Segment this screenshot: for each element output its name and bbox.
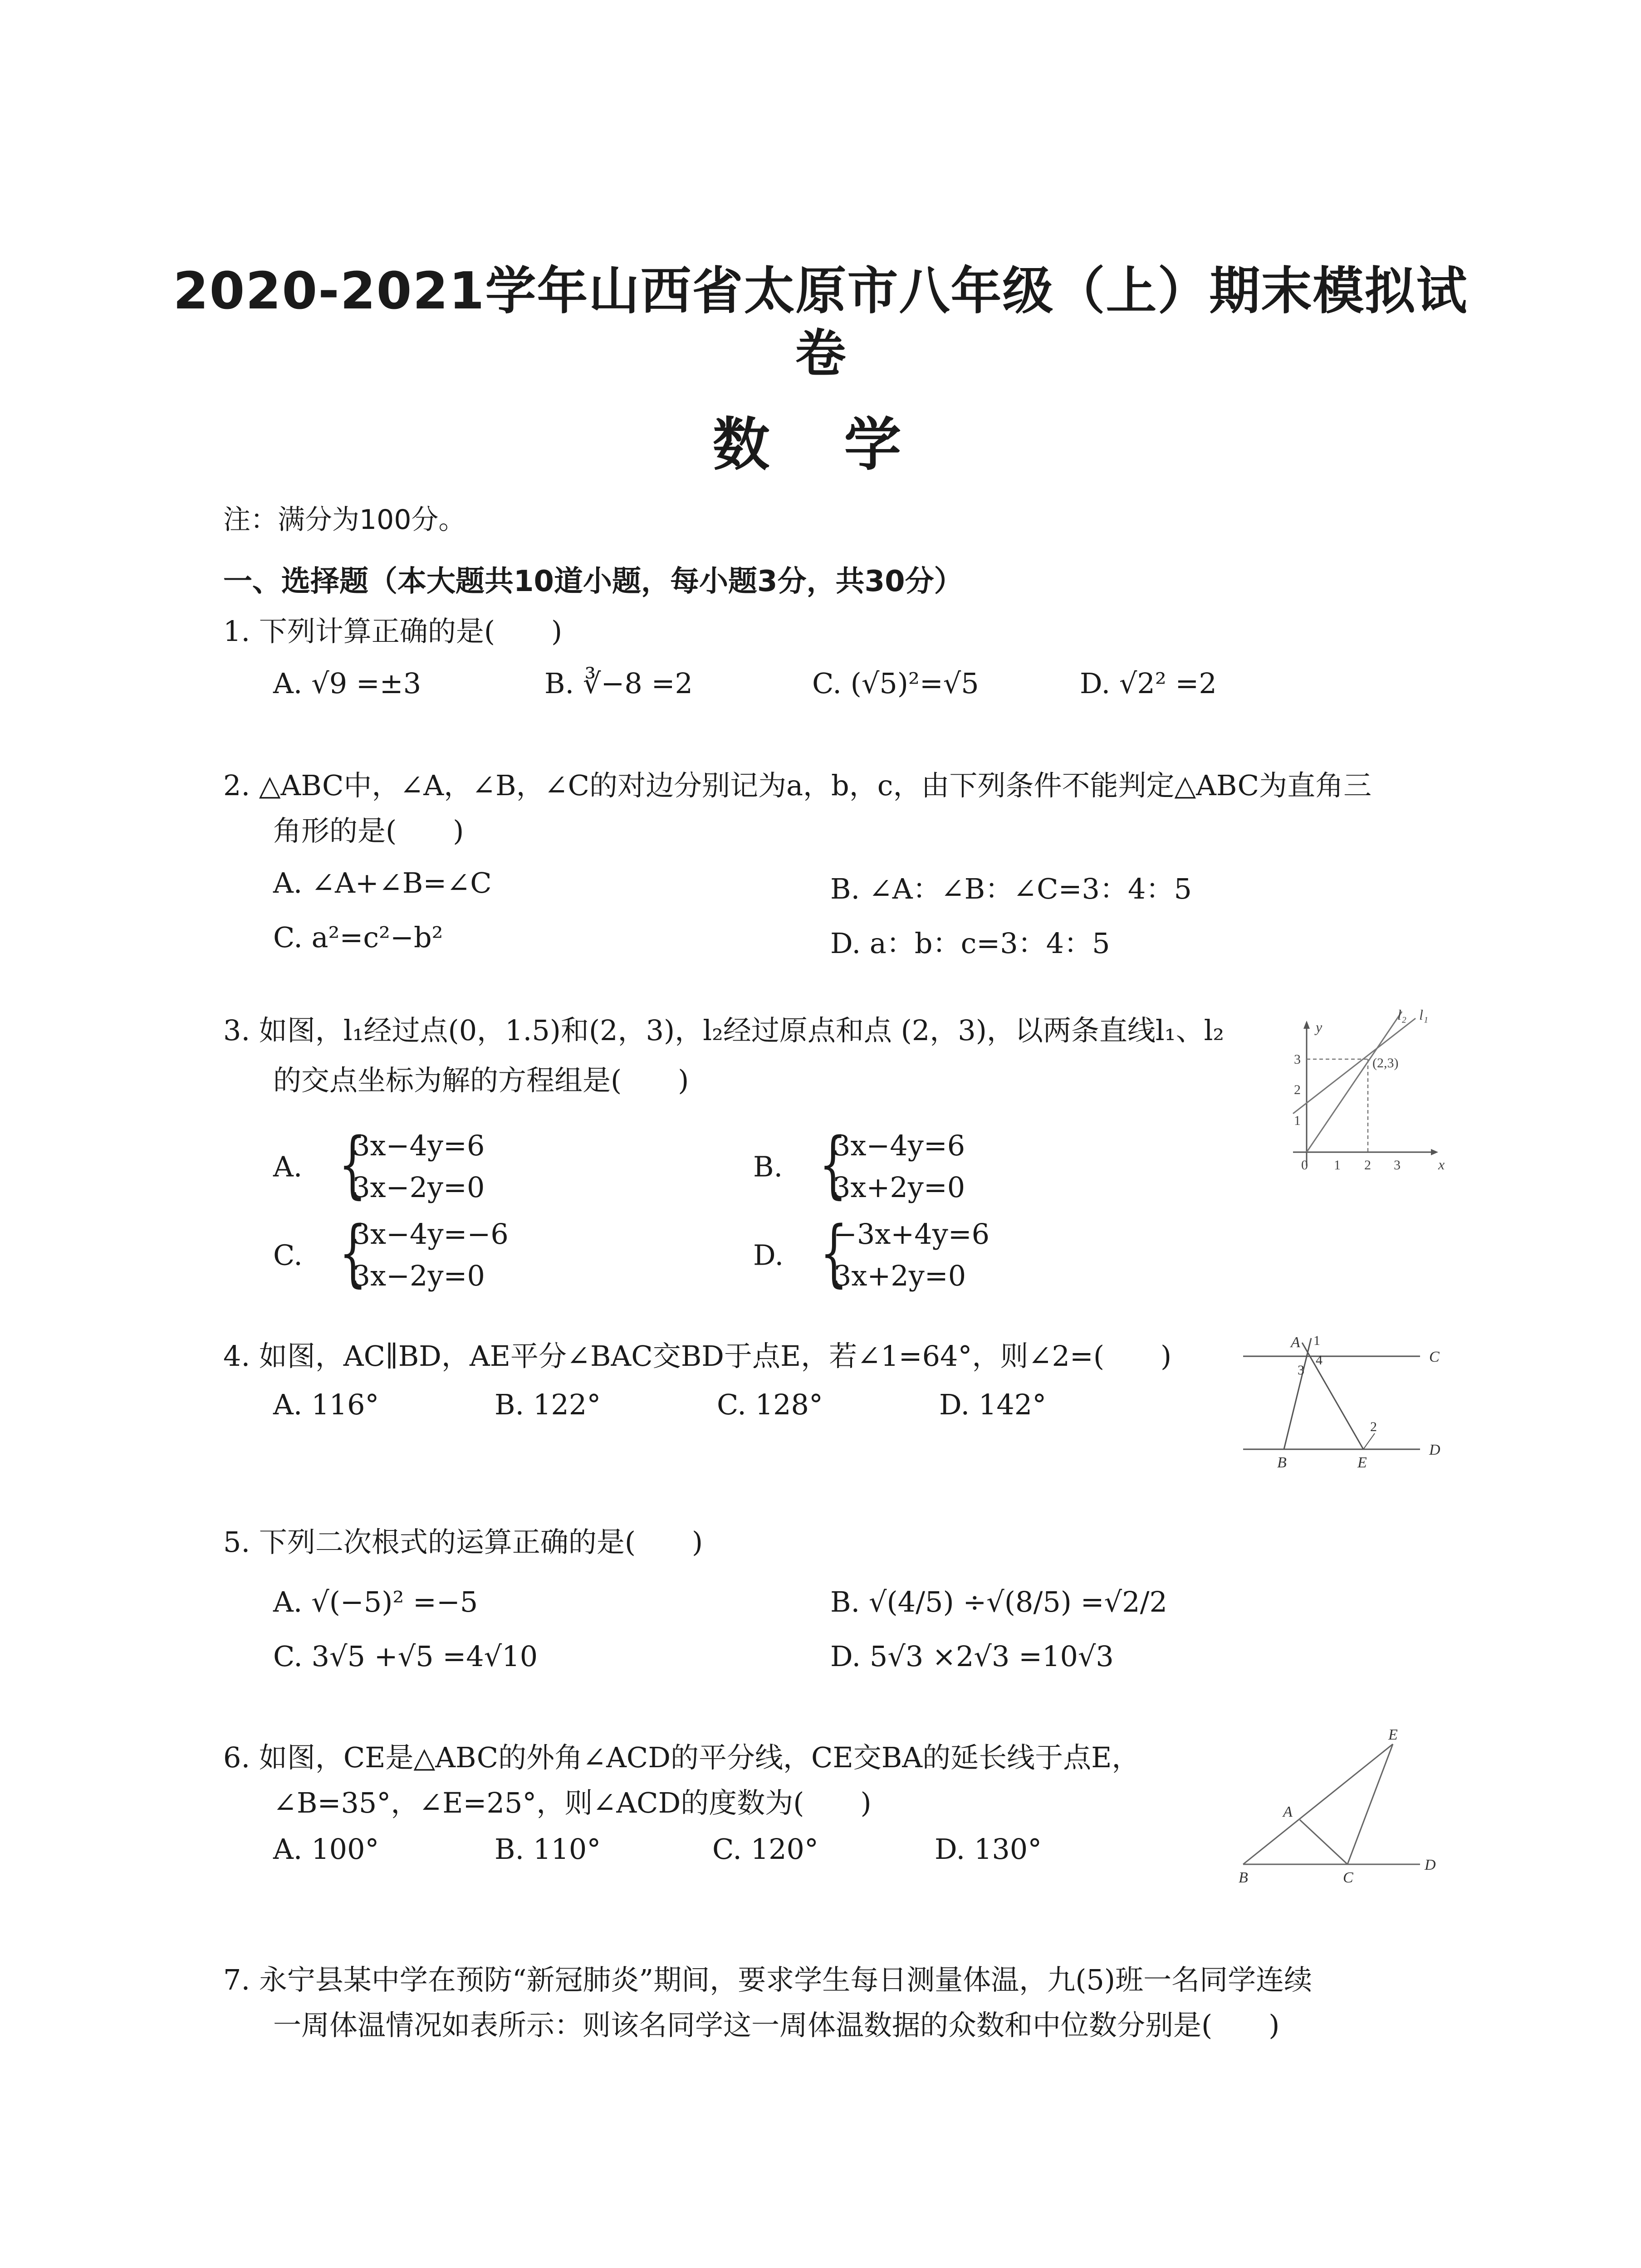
score-note: 注：满分为100分。 <box>223 504 466 536</box>
l2-label: l₂ <box>1397 1007 1407 1023</box>
l1-label: l₁ <box>1419 1007 1429 1023</box>
x-arrow-icon <box>1431 1149 1438 1155</box>
q3-line-graph-figure <box>1284 1007 1452 1175</box>
point-e: E <box>1357 1454 1367 1471</box>
q3-d-eq2: 3x+2y=0 <box>833 1259 966 1292</box>
q3-a-eq1: 3x−4y=6 <box>352 1129 485 1162</box>
q3-b-eq1: 3x−4y=6 <box>833 1129 965 1162</box>
q3-c-eq2: 3x−2y=0 <box>352 1259 485 1292</box>
brace-icon: { <box>819 1122 847 1207</box>
point-b: B <box>1239 1869 1248 1886</box>
angle-1: 1 <box>1313 1333 1320 1348</box>
q1-option-d: D. √2² =2 <box>1080 667 1217 700</box>
angle-2: 2 <box>1370 1419 1377 1434</box>
q4-stem: 4. 如图，AC∥BD，AE平分∠BAC交BD于点E，若∠1=64°，则∠2=( ) <box>223 1339 1172 1373</box>
q2-stem-line2: 角形的是( ) <box>273 814 464 847</box>
q3-option-d <box>753 1210 990 1297</box>
q3-b-eq2: 3x+2y=0 <box>833 1171 965 1204</box>
point-a: A <box>1291 1334 1300 1351</box>
y-tick-2: 2 <box>1294 1082 1301 1097</box>
y-tick-1: 1 <box>1294 1113 1301 1128</box>
q2-option-d: D. a：b：c=3：4：5 <box>830 927 1110 960</box>
brace-icon: { <box>339 1210 367 1295</box>
q5-option-b: B. √(4/5) ÷√(8/5) =√2/2 <box>830 1585 1167 1618</box>
segment-ab <box>1284 1338 1311 1449</box>
x-tick-1: 1 <box>1334 1158 1341 1173</box>
intersection-label: (2,3) <box>1372 1056 1399 1070</box>
doc-subject: 数 学 <box>712 411 929 478</box>
angle-4: 4 <box>1316 1353 1323 1368</box>
q3-c-eq1: 3x−4y=−6 <box>352 1217 509 1251</box>
q6-option-d: D. 130° <box>935 1833 1042 1866</box>
q6-option-b: B. 110° <box>495 1833 601 1866</box>
q3-option-a <box>273 1122 485 1208</box>
q3-option-d-system <box>811 1210 990 1297</box>
q3-stem-line1: 3. 如图，l₁经过点(0，1.5)和(2，3)，l₂经过原点和点 (2，3)，以两条直线l₁、l₂ <box>223 1014 1225 1047</box>
y-label: y <box>1316 1019 1323 1035</box>
point-e: E <box>1388 1726 1398 1743</box>
x-tick-3: 3 <box>1394 1158 1401 1173</box>
y-tick-3: 3 <box>1294 1052 1301 1067</box>
point-c: C <box>1343 1869 1353 1886</box>
q5-option-a: A. √(−5)² =−5 <box>273 1585 478 1618</box>
q3-a-eq2: 3x−2y=0 <box>352 1171 485 1204</box>
q5-option-d: D. 5√3 ×2√3 =10√3 <box>830 1640 1114 1673</box>
brace-icon: { <box>820 1210 848 1295</box>
angle2-mark <box>1363 1433 1375 1449</box>
q7-stem-line2: 一周体温情况如表所示：则该名同学这一周体温数据的众数和中位数分别是( ) <box>273 2009 1280 2042</box>
brace-icon: { <box>338 1122 367 1207</box>
q3-stem-line2: 的交点坐标为解的方程组是( ) <box>273 1064 689 1097</box>
q4-parallel-lines-figure <box>1234 1325 1452 1474</box>
q4-option-d: D. 142° <box>939 1388 1047 1421</box>
q3-option-b-system <box>810 1122 965 1208</box>
q6-stem-line1: 6. 如图，CE是△ABC的外角∠ACD的平分线，CE交BA的延长线于点E， <box>223 1741 1140 1774</box>
q5-option-c: C. 3√5 +√5 =4√10 <box>273 1640 538 1673</box>
q3-option-d-label: D. <box>753 1238 784 1272</box>
x-label: x <box>1438 1156 1445 1173</box>
q6-triangle-figure <box>1234 1724 1452 1892</box>
q1-option-a: A. √9 =±3 <box>273 667 421 700</box>
q5-stem: 5. 下列二次根式的运算正确的是( ) <box>223 1525 703 1559</box>
point-b: B <box>1277 1454 1287 1471</box>
q3-option-c-label: C. <box>273 1238 303 1272</box>
doc-title-line2: 卷 <box>795 324 846 383</box>
x-tick-2: 2 <box>1364 1158 1371 1173</box>
q2-stem-line1: 2. △ABC中，∠A，∠B，∠C的对边分别记为a，b，c，由下列条件不能判定△ABC为直角三 <box>223 769 1372 802</box>
q3-option-c <box>273 1210 509 1297</box>
point-a: A <box>1283 1804 1293 1820</box>
angle-3: 3 <box>1298 1363 1304 1378</box>
origin-label: 0 <box>1301 1158 1308 1173</box>
q3-option-a-label: A. <box>273 1150 303 1183</box>
doc-title-line1: 2020-2021学年山西省太原市八年级（上）期末模拟试 <box>173 262 1468 321</box>
q4-option-b: B. 122° <box>495 1388 601 1421</box>
q2-option-b: B. ∠A：∠B：∠C=3：4：5 <box>830 872 1192 905</box>
q6-option-a: A. 100° <box>273 1833 379 1866</box>
q4-option-c: C. 128° <box>717 1388 823 1421</box>
q1-option-b: B. ∛−8 =2 <box>544 667 693 700</box>
q3-option-c-system <box>330 1210 509 1297</box>
segment-ac <box>1300 1820 1347 1864</box>
q3-option-b-label: B. <box>753 1150 783 1183</box>
q4-option-a: A. 116° <box>273 1388 379 1421</box>
q2-option-c: C. a²=c²−b² <box>273 921 443 954</box>
q2-option-a: A. ∠A+∠B=∠C <box>273 866 492 899</box>
q3-option-a-system <box>329 1122 485 1208</box>
q1-option-c: C. (√5)²=√5 <box>812 667 979 700</box>
segment-ae <box>1302 1343 1363 1449</box>
q7-stem-line1: 7. 永宁县某中学在预防“新冠肺炎”期间，要求学生每日测量体温，九(5)班一名同学连续 <box>223 1963 1313 1996</box>
q6-option-c: C. 120° <box>712 1833 818 1866</box>
q3-d-eq1: −3x+4y=6 <box>833 1217 990 1251</box>
q1-stem: 1. 下列计算正确的是( ) <box>223 615 563 648</box>
point-d: D <box>1425 1857 1436 1873</box>
point-d: D <box>1429 1442 1440 1458</box>
point-c: C <box>1429 1349 1440 1365</box>
section-heading: 一、选择题（本大题共10道小题，每小题3分，共30分） <box>223 565 963 598</box>
y-arrow-icon <box>1303 1021 1310 1029</box>
q6-stem-line2: ∠B=35°，∠E=25°，则∠ACD的度数为( ) <box>273 1786 872 1819</box>
q3-option-b <box>753 1122 965 1208</box>
